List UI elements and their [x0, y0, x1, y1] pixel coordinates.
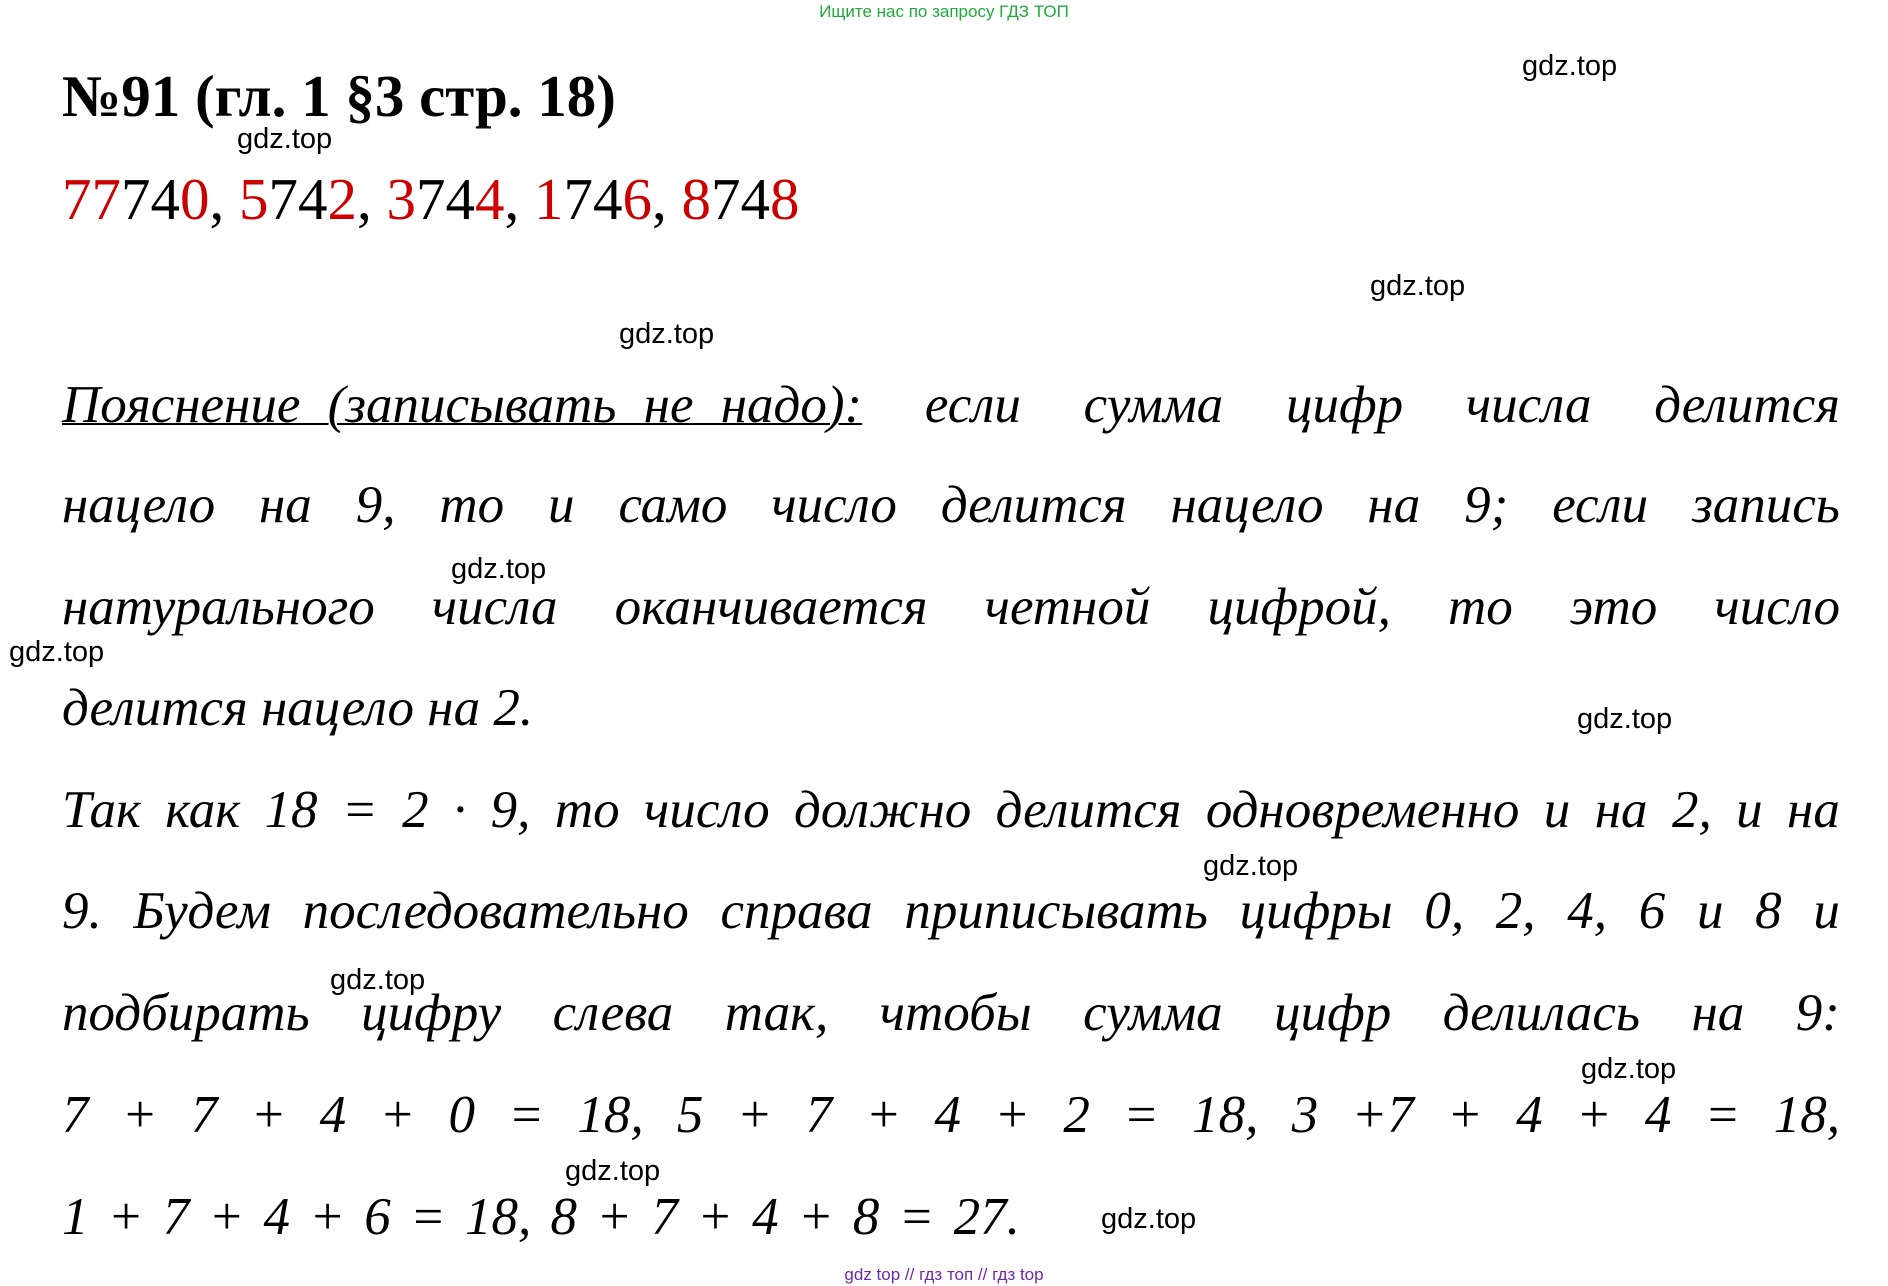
word: 2,	[1495, 882, 1536, 940]
word: 18,	[1192, 1086, 1259, 1144]
separator: ,	[209, 166, 239, 232]
answer-digits: 74	[563, 166, 623, 232]
separator: ,	[357, 166, 387, 232]
word: 9:	[1795, 984, 1840, 1042]
word: числа	[431, 578, 558, 636]
answer-digits: 77	[62, 166, 121, 232]
explanation-line-4: делится нацело на 2.	[62, 679, 534, 737]
explanation-line-8	[62, 1085, 1840, 1145]
watermark: gdz.top	[1581, 1053, 1677, 1085]
word: справа	[720, 882, 873, 940]
word: на	[1367, 476, 1421, 534]
watermark: gdz.top	[451, 553, 547, 585]
word: число	[644, 781, 770, 839]
word: ·	[453, 781, 467, 839]
answer-digits: 74	[121, 166, 180, 232]
word: +	[379, 1086, 416, 1144]
footer: gdz top // гдз топ // гдз top	[844, 1265, 1044, 1284]
answer-digits: 5	[239, 166, 269, 232]
word: и	[548, 476, 575, 534]
word: числа	[1465, 376, 1592, 434]
word: +7	[1351, 1086, 1414, 1144]
explanation-line-5	[62, 780, 1840, 840]
word: само	[618, 476, 728, 534]
answer-digits: 8	[770, 166, 800, 232]
word: 4	[1644, 1086, 1672, 1144]
explanation-line-7	[62, 983, 1840, 1043]
word: 9,	[355, 476, 396, 534]
word: +	[736, 1086, 773, 1144]
word: последовательно	[302, 882, 689, 940]
word: 7	[805, 1086, 833, 1144]
word: 4,	[1567, 882, 1608, 940]
word: если	[924, 376, 1021, 434]
word: число	[771, 476, 897, 534]
word: и	[1736, 781, 1763, 839]
watermark: gdz.top	[619, 318, 715, 350]
word: и	[1813, 882, 1840, 940]
word: делится	[940, 476, 1127, 534]
word: 0,	[1424, 882, 1465, 940]
word: 4	[934, 1086, 961, 1144]
word: =	[341, 781, 378, 839]
word: оканчивается	[614, 578, 928, 636]
word: 8	[1755, 882, 1782, 940]
answer-digits: 8	[681, 166, 711, 232]
watermark: gdz.top	[9, 636, 105, 668]
word: запись	[1692, 476, 1840, 534]
word: на	[1691, 984, 1745, 1042]
word: на	[258, 476, 312, 534]
answer-digits: 74	[416, 166, 475, 232]
word: 7	[62, 1086, 89, 1144]
word: 5	[676, 1086, 704, 1144]
watermark: gdz.top	[1577, 703, 1673, 735]
word: Так	[62, 781, 141, 839]
answer-digits: 4	[475, 166, 505, 232]
watermark: gdz.top	[1522, 50, 1618, 82]
watermark: gdz.top	[1203, 850, 1299, 882]
word: 4	[319, 1086, 347, 1144]
word: делится	[1654, 376, 1840, 434]
word: на	[1787, 781, 1840, 839]
word: +	[1447, 1086, 1483, 1144]
word: +	[994, 1086, 1031, 1144]
answer-digits: 6	[622, 166, 652, 232]
word: сумма	[1083, 984, 1223, 1042]
word: цифр	[1274, 984, 1392, 1042]
word: 9.	[62, 882, 102, 940]
word: если	[1552, 476, 1649, 534]
word: 2	[1063, 1086, 1090, 1144]
watermark: gdz.top	[330, 964, 426, 996]
word: как	[165, 781, 241, 839]
watermark: gdz.top	[1370, 270, 1466, 302]
word: четной	[984, 578, 1151, 636]
word: +	[250, 1086, 287, 1144]
word: то	[439, 476, 505, 534]
word: и	[1696, 882, 1724, 940]
word: =	[508, 1086, 545, 1144]
word: так,	[724, 984, 829, 1042]
word: цифрой,	[1207, 578, 1391, 636]
word: то	[554, 781, 620, 839]
word: =	[1704, 1086, 1741, 1144]
word: сумма	[1083, 376, 1224, 434]
word: 0	[448, 1086, 475, 1144]
answer-digits: 74	[711, 166, 770, 232]
explanation-line-6	[62, 881, 1840, 941]
word: делилась	[1442, 984, 1640, 1042]
word: это	[1569, 578, 1658, 636]
word: 18,	[577, 1086, 644, 1144]
word: нацело	[1170, 476, 1324, 534]
page-title: №91 (гл. 1 §3 стр. 18)	[62, 63, 616, 129]
explanation-line-9: 1 + 7 + 4 + 6 = 18, 8 + 7 + 4 + 8 = 27.	[62, 1188, 1020, 1246]
word: приписывать	[904, 882, 1208, 940]
word: цифр	[1285, 376, 1404, 434]
word: +	[865, 1086, 902, 1144]
explanation-line-1	[62, 375, 1840, 435]
top-banner: Ищите нас по запросу ГДЗ ТОП	[819, 2, 1069, 21]
word: 18,	[1773, 1086, 1840, 1144]
word: нацело	[62, 476, 216, 534]
word: 3	[1291, 1086, 1319, 1144]
word: +	[121, 1086, 158, 1144]
separator: ,	[504, 166, 534, 232]
watermark: gdz.top	[1101, 1203, 1197, 1235]
word: число	[1714, 578, 1840, 636]
word: чтобы	[879, 984, 1032, 1042]
word: то	[1447, 578, 1513, 636]
word: 2,	[1671, 781, 1712, 839]
watermark: gdz.top	[565, 1155, 661, 1187]
answer-digits: 0	[180, 166, 210, 232]
word: 2	[402, 781, 429, 839]
word: 9;	[1464, 476, 1509, 534]
answer-digits: 3	[386, 166, 416, 232]
explanation-line-2	[62, 475, 1840, 535]
word: Будем	[133, 882, 271, 940]
word: должно	[794, 781, 972, 839]
word: 9,	[490, 781, 531, 839]
word: +	[1575, 1086, 1612, 1144]
answer-numbers	[62, 165, 800, 234]
separator: ,	[652, 166, 682, 232]
answer-digits: 2	[327, 166, 357, 232]
explanation-label: Пояснение (записывать не надо):	[62, 376, 863, 434]
explanation-line-3	[62, 577, 1840, 637]
word: подбирать	[62, 984, 310, 1042]
word: 7	[190, 1086, 218, 1144]
watermark: gdz.top	[237, 123, 333, 155]
word: одновременно	[1205, 781, 1520, 839]
word: натурального	[62, 578, 375, 636]
answer-digits: 74	[268, 166, 328, 232]
word: 4	[1516, 1086, 1543, 1144]
word: и	[1543, 781, 1571, 839]
word: 6	[1638, 882, 1666, 940]
word: цифры	[1239, 882, 1393, 940]
word: делится	[995, 781, 1182, 839]
word: =	[1123, 1086, 1159, 1144]
word: 18	[264, 781, 318, 839]
word: цифру	[361, 984, 502, 1042]
word: на	[1594, 781, 1648, 839]
word: слева	[552, 984, 674, 1042]
answer-digits: 1	[534, 166, 564, 232]
